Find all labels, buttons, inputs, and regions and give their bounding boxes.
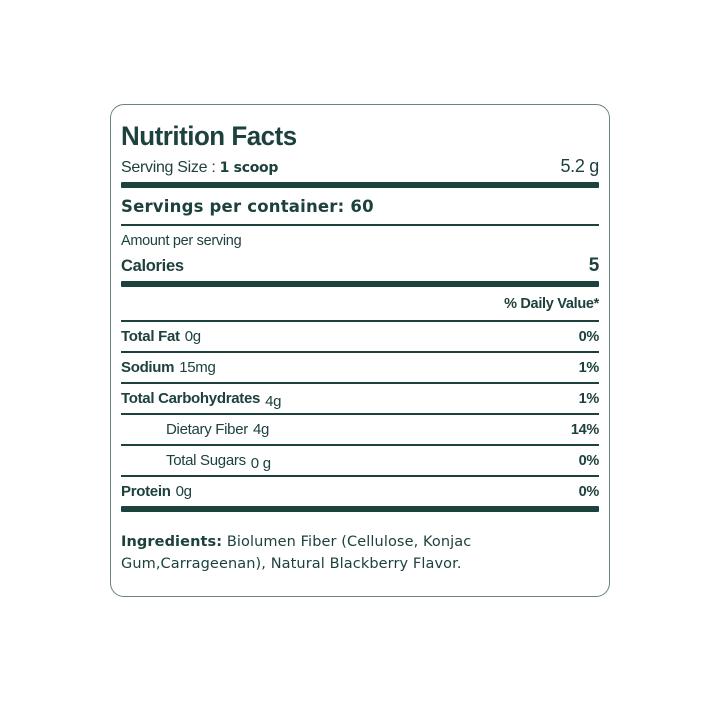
serving-size-label: Serving Size :	[121, 159, 216, 176]
serving-weight: 5.2 g	[560, 156, 599, 176]
nutrient-dv: 0%	[578, 328, 599, 345]
nutrient-dv: 0%	[578, 483, 599, 500]
calories-value: 5	[588, 255, 599, 276]
serving-size-row	[121, 156, 599, 177]
nutrient-name: Total Carbohydrates	[121, 390, 261, 407]
nutrient-amount: 0g	[175, 483, 192, 500]
label-title: Nutrition Facts	[121, 121, 297, 151]
nutrient-name: Dietary Fiber	[166, 421, 248, 438]
nutrient-row-sodium	[121, 353, 599, 384]
divider-thick-bottom	[121, 506, 599, 512]
nutrient-amount: 15mg	[179, 359, 216, 376]
nutrient-name: Protein	[121, 483, 171, 500]
nutrient-dv: 1%	[578, 359, 599, 376]
daily-value-header: % Daily Value*	[504, 296, 599, 312]
nutrient-amount: 0 g	[250, 455, 271, 472]
ingredients-label: Ingredients:	[121, 534, 223, 550]
nutrient-name: Total Sugars	[166, 452, 246, 469]
nutrient-row-total-carbohydrates	[121, 384, 599, 415]
nutrient-row-total-fat	[121, 322, 599, 353]
nutrient-dv: 0%	[578, 452, 599, 469]
nutrient-name: Sodium	[121, 359, 175, 376]
servings-per-container: Servings per container: 60	[121, 197, 374, 216]
amount-per-serving: Amount per serving	[121, 233, 242, 249]
nutrient-row-protein	[121, 477, 599, 506]
nutrient-dv: 14%	[570, 421, 599, 438]
nutrient-dv: 1%	[578, 390, 599, 407]
nutrition-facts-label	[110, 104, 610, 597]
nutrient-row-total-sugars	[121, 446, 599, 477]
serving-size	[121, 159, 278, 177]
ingredients-text: Biolumen Fiber (Cellulose, Konjac Gum,Carrageenan), Natural Blackberry Flavor.	[121, 534, 472, 573]
nutrient-amount: 4g	[265, 393, 282, 410]
nutrient-name: Total Fat	[121, 328, 180, 345]
ingredients	[121, 531, 599, 576]
nutrient-amount: 4g	[252, 421, 270, 438]
serving-size-value: 1 scoop	[219, 160, 279, 176]
nutrient-amount: 0g	[184, 328, 201, 345]
calories-row	[121, 253, 599, 281]
nutrient-row-dietary-fiber	[121, 415, 599, 446]
calories-label: Calories	[121, 257, 184, 275]
